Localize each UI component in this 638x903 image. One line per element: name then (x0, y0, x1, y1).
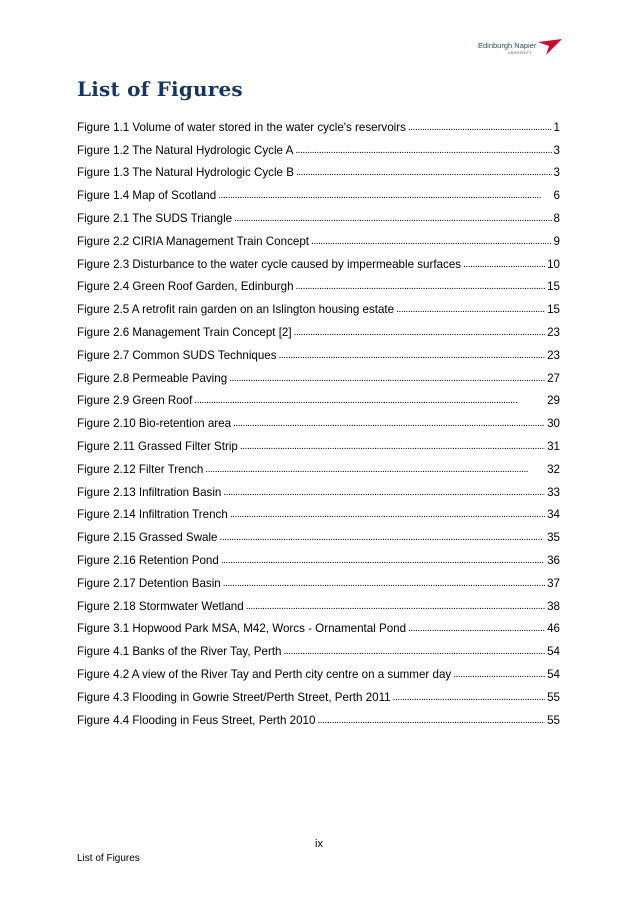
logo-text: Edinburgh Napier (478, 41, 537, 50)
dot-leader (393, 690, 545, 705)
figure-entry-label: Figure 2.17 Detention Basin (77, 576, 221, 590)
dot-leader (233, 416, 545, 431)
dot-leader (229, 371, 545, 386)
figure-entry[interactable] (77, 477, 560, 500)
figure-entry-page: 15 (547, 303, 560, 317)
figure-entry-label: Figure 2.15 Grassed Swale (77, 531, 218, 545)
figure-entry-label: Figure 2.9 Green Roof (77, 394, 193, 408)
figure-entry-page: 3 (553, 143, 560, 157)
dot-leader (205, 462, 545, 477)
figure-entry[interactable] (77, 317, 560, 340)
figure-entry-page: 27 (547, 371, 560, 385)
page-number: ix (315, 838, 323, 850)
figure-list (77, 112, 560, 728)
figure-entry-page: 54 (547, 645, 560, 659)
dot-leader (219, 530, 545, 545)
dot-leader (408, 621, 545, 636)
figure-entry-label: Figure 1.1 Volume of water stored in the water cycle's reservoirs (77, 120, 406, 134)
figure-entry[interactable] (77, 659, 560, 682)
figure-entry-label: Figure 4.2 A view of the River Tay and Perth city centre on a summer day (77, 667, 452, 681)
figure-entry-label: Figure 2.11 Grassed Filter Strip (77, 439, 238, 453)
dot-leader (408, 120, 552, 135)
figure-entry[interactable] (77, 591, 560, 614)
figure-entry[interactable] (77, 500, 560, 523)
figure-entry[interactable] (77, 249, 560, 272)
figure-entry-label: Figure 2.3 Disturbance to the water cycle caused by impermeable surfaces (77, 257, 462, 271)
university-logo (478, 37, 562, 69)
dot-leader (396, 302, 545, 317)
figure-entry-page: 46 (547, 622, 560, 636)
dot-leader (296, 165, 552, 180)
figure-entry[interactable] (77, 180, 560, 203)
figure-entry[interactable] (77, 408, 560, 431)
figure-entry-label: Figure 2.14 Infiltration Trench (77, 508, 228, 522)
figure-entry[interactable] (77, 636, 560, 659)
figure-entry-page: 23 (547, 348, 560, 362)
figure-entry-label: Figure 1.3 The Natural Hydrologic Cycle B (77, 166, 294, 180)
figure-entry-page: 36 (547, 553, 560, 567)
dot-leader (296, 279, 546, 294)
dot-leader (218, 188, 551, 203)
dot-leader (246, 599, 545, 614)
figure-entry-page: 33 (547, 485, 560, 499)
dot-leader (194, 393, 545, 408)
figure-entry-label: Figure 2.2 CIRIA Management Train Concept (77, 234, 309, 248)
figure-entry-label: Figure 2.13 Infiltration Basin (77, 485, 222, 499)
dot-leader (463, 257, 545, 272)
figure-entry-label: Figure 2.8 Permeable Paving (77, 371, 228, 385)
figure-entry[interactable] (77, 135, 560, 158)
figure-entry-page: 55 (547, 690, 560, 704)
figure-entry[interactable] (77, 705, 560, 728)
footer-text: List of Figures (77, 853, 140, 864)
figure-entry-page: 29 (547, 394, 560, 408)
figure-entry-label: Figure 4.3 Flooding in Gowrie Street/Perth Street, Perth 2011 (77, 690, 391, 704)
figure-entry[interactable] (77, 203, 560, 226)
logo-mark-icon (538, 39, 562, 55)
figure-entry-label: Figure 2.10 Bio-retention area (77, 417, 232, 431)
figure-entry[interactable] (77, 614, 560, 637)
figure-entry-page: 31 (547, 439, 560, 453)
figure-entry-page: 37 (547, 576, 560, 590)
figure-entry[interactable] (77, 272, 560, 295)
figure-entry-page: 30 (547, 417, 560, 431)
figure-entry-label: Figure 2.4 Green Roof Garden, Edinburgh (77, 280, 294, 294)
figure-entry-page: 8 (553, 211, 560, 225)
dot-leader (453, 667, 545, 682)
figure-entry-label: Figure 2.12 Filter Trench (77, 462, 204, 476)
figure-entry-label: Figure 2.6 Management Train Concept [2] (77, 325, 292, 339)
figure-entry-label: Figure 2.7 Common SUDS Techniques (77, 348, 277, 362)
figure-entry[interactable] (77, 363, 560, 386)
dot-leader (279, 348, 546, 363)
dot-leader (317, 713, 545, 728)
dot-leader (311, 234, 552, 249)
dot-leader (221, 553, 545, 568)
figure-entry[interactable] (77, 340, 560, 363)
dot-leader (295, 143, 551, 158)
figure-entry[interactable] (77, 431, 560, 454)
figure-entry[interactable] (77, 294, 560, 317)
figure-entry[interactable] (77, 568, 560, 591)
figure-entry-label: Figure 3.1 Hopwood Park MSA, M42, Worcs - Ornamental Pond (77, 622, 407, 636)
figure-entry-page: 38 (547, 599, 560, 613)
figure-entry[interactable] (77, 386, 560, 409)
figure-entry[interactable] (77, 158, 560, 181)
dot-leader (240, 439, 545, 454)
figure-entry-page: 34 (547, 508, 560, 522)
figure-entry-page: 3 (553, 166, 560, 180)
figure-entry-label: Figure 2.5 A retrofit rain garden on an Islington housing estate (77, 303, 395, 317)
dot-leader (234, 211, 551, 226)
dot-leader (230, 507, 545, 522)
figure-entry-page: 9 (553, 234, 560, 248)
figure-entry-page: 54 (547, 667, 560, 681)
figure-entry-page: 15 (547, 280, 560, 294)
page-title: List of Figures (77, 77, 243, 101)
figure-entry-page: 23 (547, 325, 560, 339)
figure-entry-label: Figure 1.2 The Natural Hydrologic Cycle A (77, 143, 294, 157)
figure-entry-page: 32 (547, 462, 560, 476)
figure-entry[interactable] (77, 454, 560, 477)
figure-entry-page: 35 (547, 531, 560, 545)
figure-entry-label: Figure 2.1 The SUDS Triangle (77, 211, 233, 225)
figure-entry[interactable] (77, 226, 560, 249)
figure-entry-page: 6 (553, 189, 560, 203)
logo-subtext: UNIVERSITY (508, 51, 533, 55)
figure-entry[interactable] (77, 545, 560, 568)
figure-entry[interactable] (77, 682, 560, 705)
dot-leader (284, 644, 546, 659)
figure-entry-label: Figure 1.4 Map of Scotland (77, 189, 217, 203)
figure-entry-page: 10 (547, 257, 560, 271)
figure-entry-label: Figure 4.4 Flooding in Feus Street, Perth 2010 (77, 713, 316, 727)
dot-leader (294, 325, 545, 340)
figure-entry-label: Figure 2.18 Stormwater Wetland (77, 599, 244, 613)
figure-entry-label: Figure 4.1 Banks of the River Tay, Perth (77, 645, 282, 659)
figure-entry-page: 55 (547, 713, 560, 727)
figure-entry[interactable] (77, 112, 560, 135)
figure-entry-label: Figure 2.16 Retention Pond (77, 553, 219, 567)
dot-leader (223, 576, 545, 591)
dot-leader (223, 485, 545, 500)
figure-entry[interactable] (77, 522, 560, 545)
figure-entry-page: 1 (553, 120, 560, 134)
